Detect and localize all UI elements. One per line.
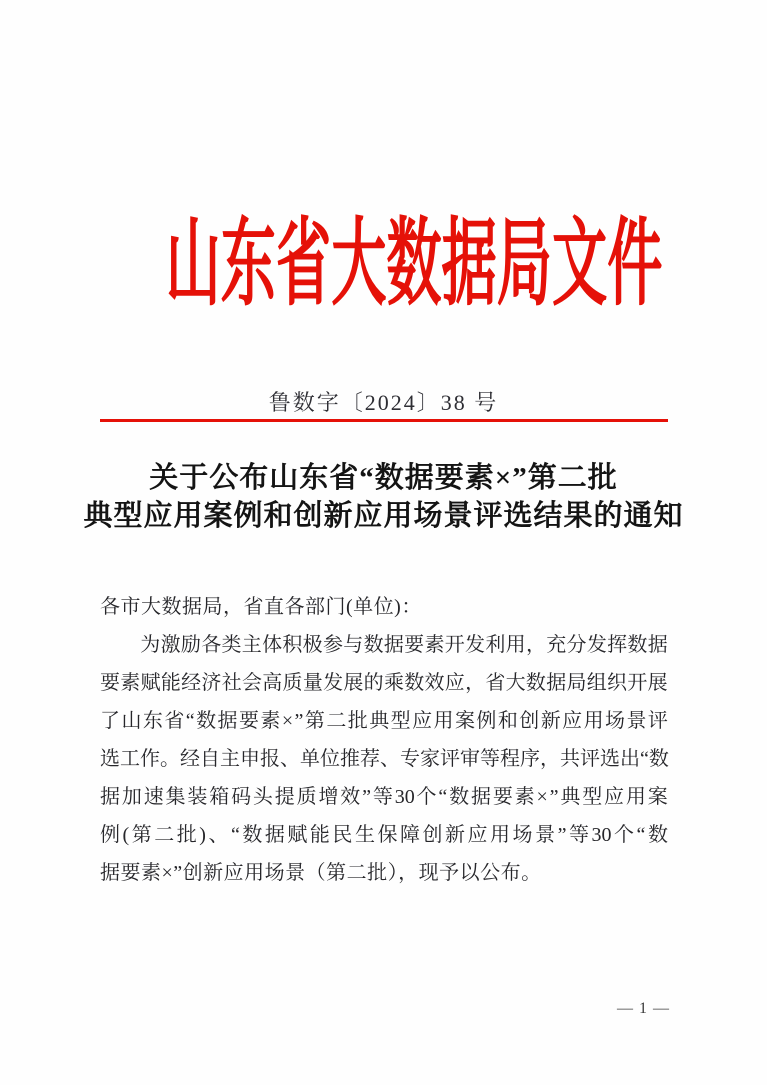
body-line: 各市大数据局，省直各部门(单位)： bbox=[100, 596, 422, 618]
document-body bbox=[100, 588, 668, 892]
agency-title-banner bbox=[0, 210, 767, 339]
page-number: — 1 — bbox=[617, 1000, 670, 1017]
red-divider-line bbox=[100, 419, 668, 422]
body-line: 据 加 速 集 装 箱 码 头 提 质 增 效 ” 等 30 个 “ 数 据 要 素 × ” 典 型 应 用 案 bbox=[100, 786, 668, 808]
document-title-line2: 典型应用案例和创新应用场景评选结果的通知 bbox=[83, 500, 684, 532]
agency-title-text: 山东省大数据局文件 bbox=[165, 210, 663, 318]
body-line: 据要素×”创新应用场景（第二批），现予以公布。 bbox=[100, 862, 542, 884]
body-line: 为 激 励 各 类 主 体 积 极 参 与 数 据 要 素 开 发 利 用 ， 充 分 发 挥 数 据 bbox=[140, 634, 668, 656]
document-title bbox=[30, 459, 737, 535]
body-line: 例 ( 第 二 批 ) 、 “ 数 据 赋 能 民 生 保 障 创 新 应 用 场 景 ” 等 30 个 “ 数 bbox=[100, 824, 668, 846]
document-number: 鲁数字〔2024〕38 号 bbox=[268, 390, 499, 415]
body-line: 选 工 作 。 经 自 主 申 报 、 单 位 推 荐 、 专 家 评 审 等 程 序 ， 共 评 选 出 “ 数 bbox=[100, 748, 669, 770]
body-line: 了 山 东 省 “ 数 据 要 素 × ” 第 二 批 典 型 应 用 案 例 和 创 新 应 用 场 景 评 bbox=[100, 710, 668, 732]
body-line: 要 素 赋 能 经 济 社 会 高 质 量 发 展 的 乘 数 效 应 ， 省 大 数 据 局 组 织 开 展 bbox=[100, 672, 668, 694]
document-title-line1: 关于公布山东省“数据要素×”第二批 bbox=[149, 462, 618, 494]
